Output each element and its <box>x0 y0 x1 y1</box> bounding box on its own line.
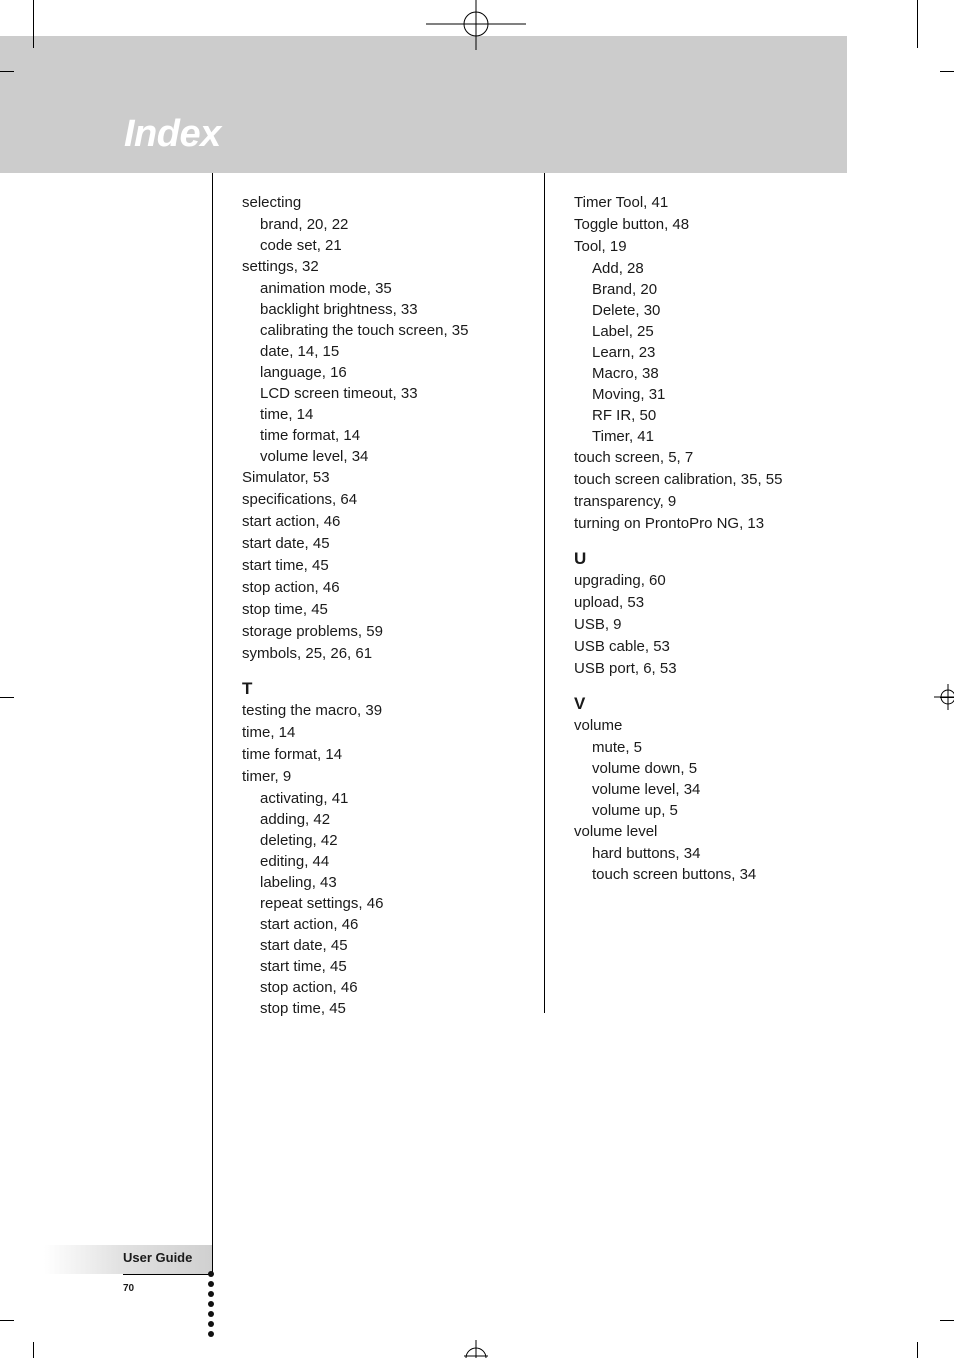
index-entry: volume level <box>574 823 658 840</box>
registration-mark-right <box>934 684 954 710</box>
index-subentry: date, 14, 15 <box>260 343 340 360</box>
index-entry: touch screen, 5, 7 <box>574 449 694 466</box>
index-subentry: volume level, 34 <box>260 448 369 465</box>
index-subentry: Label, 25 <box>592 323 654 340</box>
footer-rule <box>123 1274 212 1275</box>
index-subentry: start time, 45 <box>260 958 347 975</box>
index-subentry: language, 16 <box>260 364 347 381</box>
registration-mark-top <box>426 0 526 50</box>
crop-mark <box>0 697 14 698</box>
index-entry: turning on ProntoPro NG, 13 <box>574 515 765 532</box>
index-entry: USB, 9 <box>574 616 622 633</box>
index-entry: USB cable, 53 <box>574 638 670 655</box>
index-subentry: calibrating the touch screen, 35 <box>260 322 469 339</box>
index-subentry: hard buttons, 34 <box>592 845 701 862</box>
index-subentry: Brand, 20 <box>592 281 658 298</box>
index-subentry: mute, 5 <box>592 739 643 756</box>
index-entry: Simulator, 53 <box>242 469 330 486</box>
index-letter-heading: V <box>574 694 586 713</box>
index-subentry: volume up, 5 <box>592 802 678 819</box>
index-entry: stop action, 46 <box>242 579 340 596</box>
index-subentry: stop action, 46 <box>260 979 358 996</box>
index-entry: selecting <box>242 194 302 211</box>
index-subentry: adding, 42 <box>260 811 331 828</box>
crop-mark <box>0 1320 14 1321</box>
footer-dot <box>208 1331 214 1337</box>
page-number: 70 <box>123 1283 135 1294</box>
index-letter-heading: U <box>574 549 587 568</box>
index-entry: symbols, 25, 26, 61 <box>242 645 373 662</box>
index-letter-heading: T <box>242 679 253 698</box>
index-subentry: Add, 28 <box>592 260 644 277</box>
index-entry: upload, 53 <box>574 594 645 611</box>
index-entry: testing the macro, 39 <box>242 702 383 719</box>
index-subentry: time, 14 <box>260 406 314 423</box>
column-divider <box>544 173 545 1013</box>
footer-dot <box>208 1271 214 1277</box>
crop-mark <box>940 1320 954 1321</box>
index-subentry: Learn, 23 <box>592 344 656 361</box>
index-entry: Tool, 19 <box>574 238 627 255</box>
index-subentry: RF IR, 50 <box>592 407 657 424</box>
index-column-left <box>242 192 532 1019</box>
index-subentry: activating, 41 <box>260 790 349 807</box>
index-subentry: repeat settings, 46 <box>260 895 384 912</box>
index-subentry: brand, 20, 22 <box>260 216 349 233</box>
index-entry: volume <box>574 717 623 734</box>
index-entry: upgrading, 60 <box>574 572 666 589</box>
crop-mark <box>0 71 14 72</box>
page-title: Index <box>124 113 221 155</box>
index-subentry: Delete, 30 <box>592 302 661 319</box>
crop-mark <box>33 1342 34 1358</box>
index-entry: storage problems, 59 <box>242 623 383 640</box>
index-entry: timer, 9 <box>242 768 292 785</box>
index-subentry: volume down, 5 <box>592 760 698 777</box>
footer-dot <box>208 1301 214 1307</box>
index-subentry: volume level, 34 <box>592 781 701 798</box>
crop-mark <box>940 71 954 72</box>
crop-mark <box>917 1342 918 1358</box>
crop-mark <box>33 0 34 48</box>
index-entry: Toggle button, 48 <box>574 216 690 233</box>
index-entry: settings, 32 <box>242 258 319 275</box>
index-entry: USB port, 6, 53 <box>574 660 677 677</box>
index-entry: Timer Tool, 41 <box>574 194 669 211</box>
footer-label: User Guide <box>123 1250 193 1265</box>
index-entry: time format, 14 <box>242 746 343 763</box>
footer-dot <box>208 1321 214 1327</box>
index-subentry: stop time, 45 <box>260 1000 346 1017</box>
crop-mark <box>917 0 918 48</box>
index-subentry: deleting, 42 <box>260 832 338 849</box>
index-entry: transparency, 9 <box>574 493 677 510</box>
index-subentry: animation mode, 35 <box>260 280 392 297</box>
index-entry: start action, 46 <box>242 513 341 530</box>
index-subentry: editing, 44 <box>260 853 330 870</box>
footer-dots <box>208 1271 216 1341</box>
index-entry: specifications, 64 <box>242 491 358 508</box>
index-subentry: touch screen buttons, 34 <box>592 866 757 883</box>
registration-mark-bottom <box>456 1340 496 1358</box>
index-subentry: backlight brightness, 33 <box>260 301 418 318</box>
left-margin-rule <box>212 173 213 1273</box>
index-entry: start time, 45 <box>242 557 329 574</box>
index-subentry: Timer, 41 <box>592 428 654 445</box>
index-entry: time, 14 <box>242 724 296 741</box>
index-entry: stop time, 45 <box>242 601 328 618</box>
footer-dot <box>208 1281 214 1287</box>
index-subentry: LCD screen timeout, 33 <box>260 385 418 402</box>
index-subentry: start action, 46 <box>260 916 359 933</box>
index-subentry: time format, 14 <box>260 427 361 444</box>
index-subentry: code set, 21 <box>260 237 342 254</box>
index-subentry: Macro, 38 <box>592 365 659 382</box>
index-entry: touch screen calibration, 35, 55 <box>574 471 783 488</box>
footer-dot <box>208 1291 214 1297</box>
index-column-right <box>574 192 844 885</box>
index-entry: start date, 45 <box>242 535 330 552</box>
index-subentry: labeling, 43 <box>260 874 337 891</box>
index-subentry: start date, 45 <box>260 937 348 954</box>
footer-dot <box>208 1311 214 1317</box>
index-subentry: Moving, 31 <box>592 386 666 403</box>
